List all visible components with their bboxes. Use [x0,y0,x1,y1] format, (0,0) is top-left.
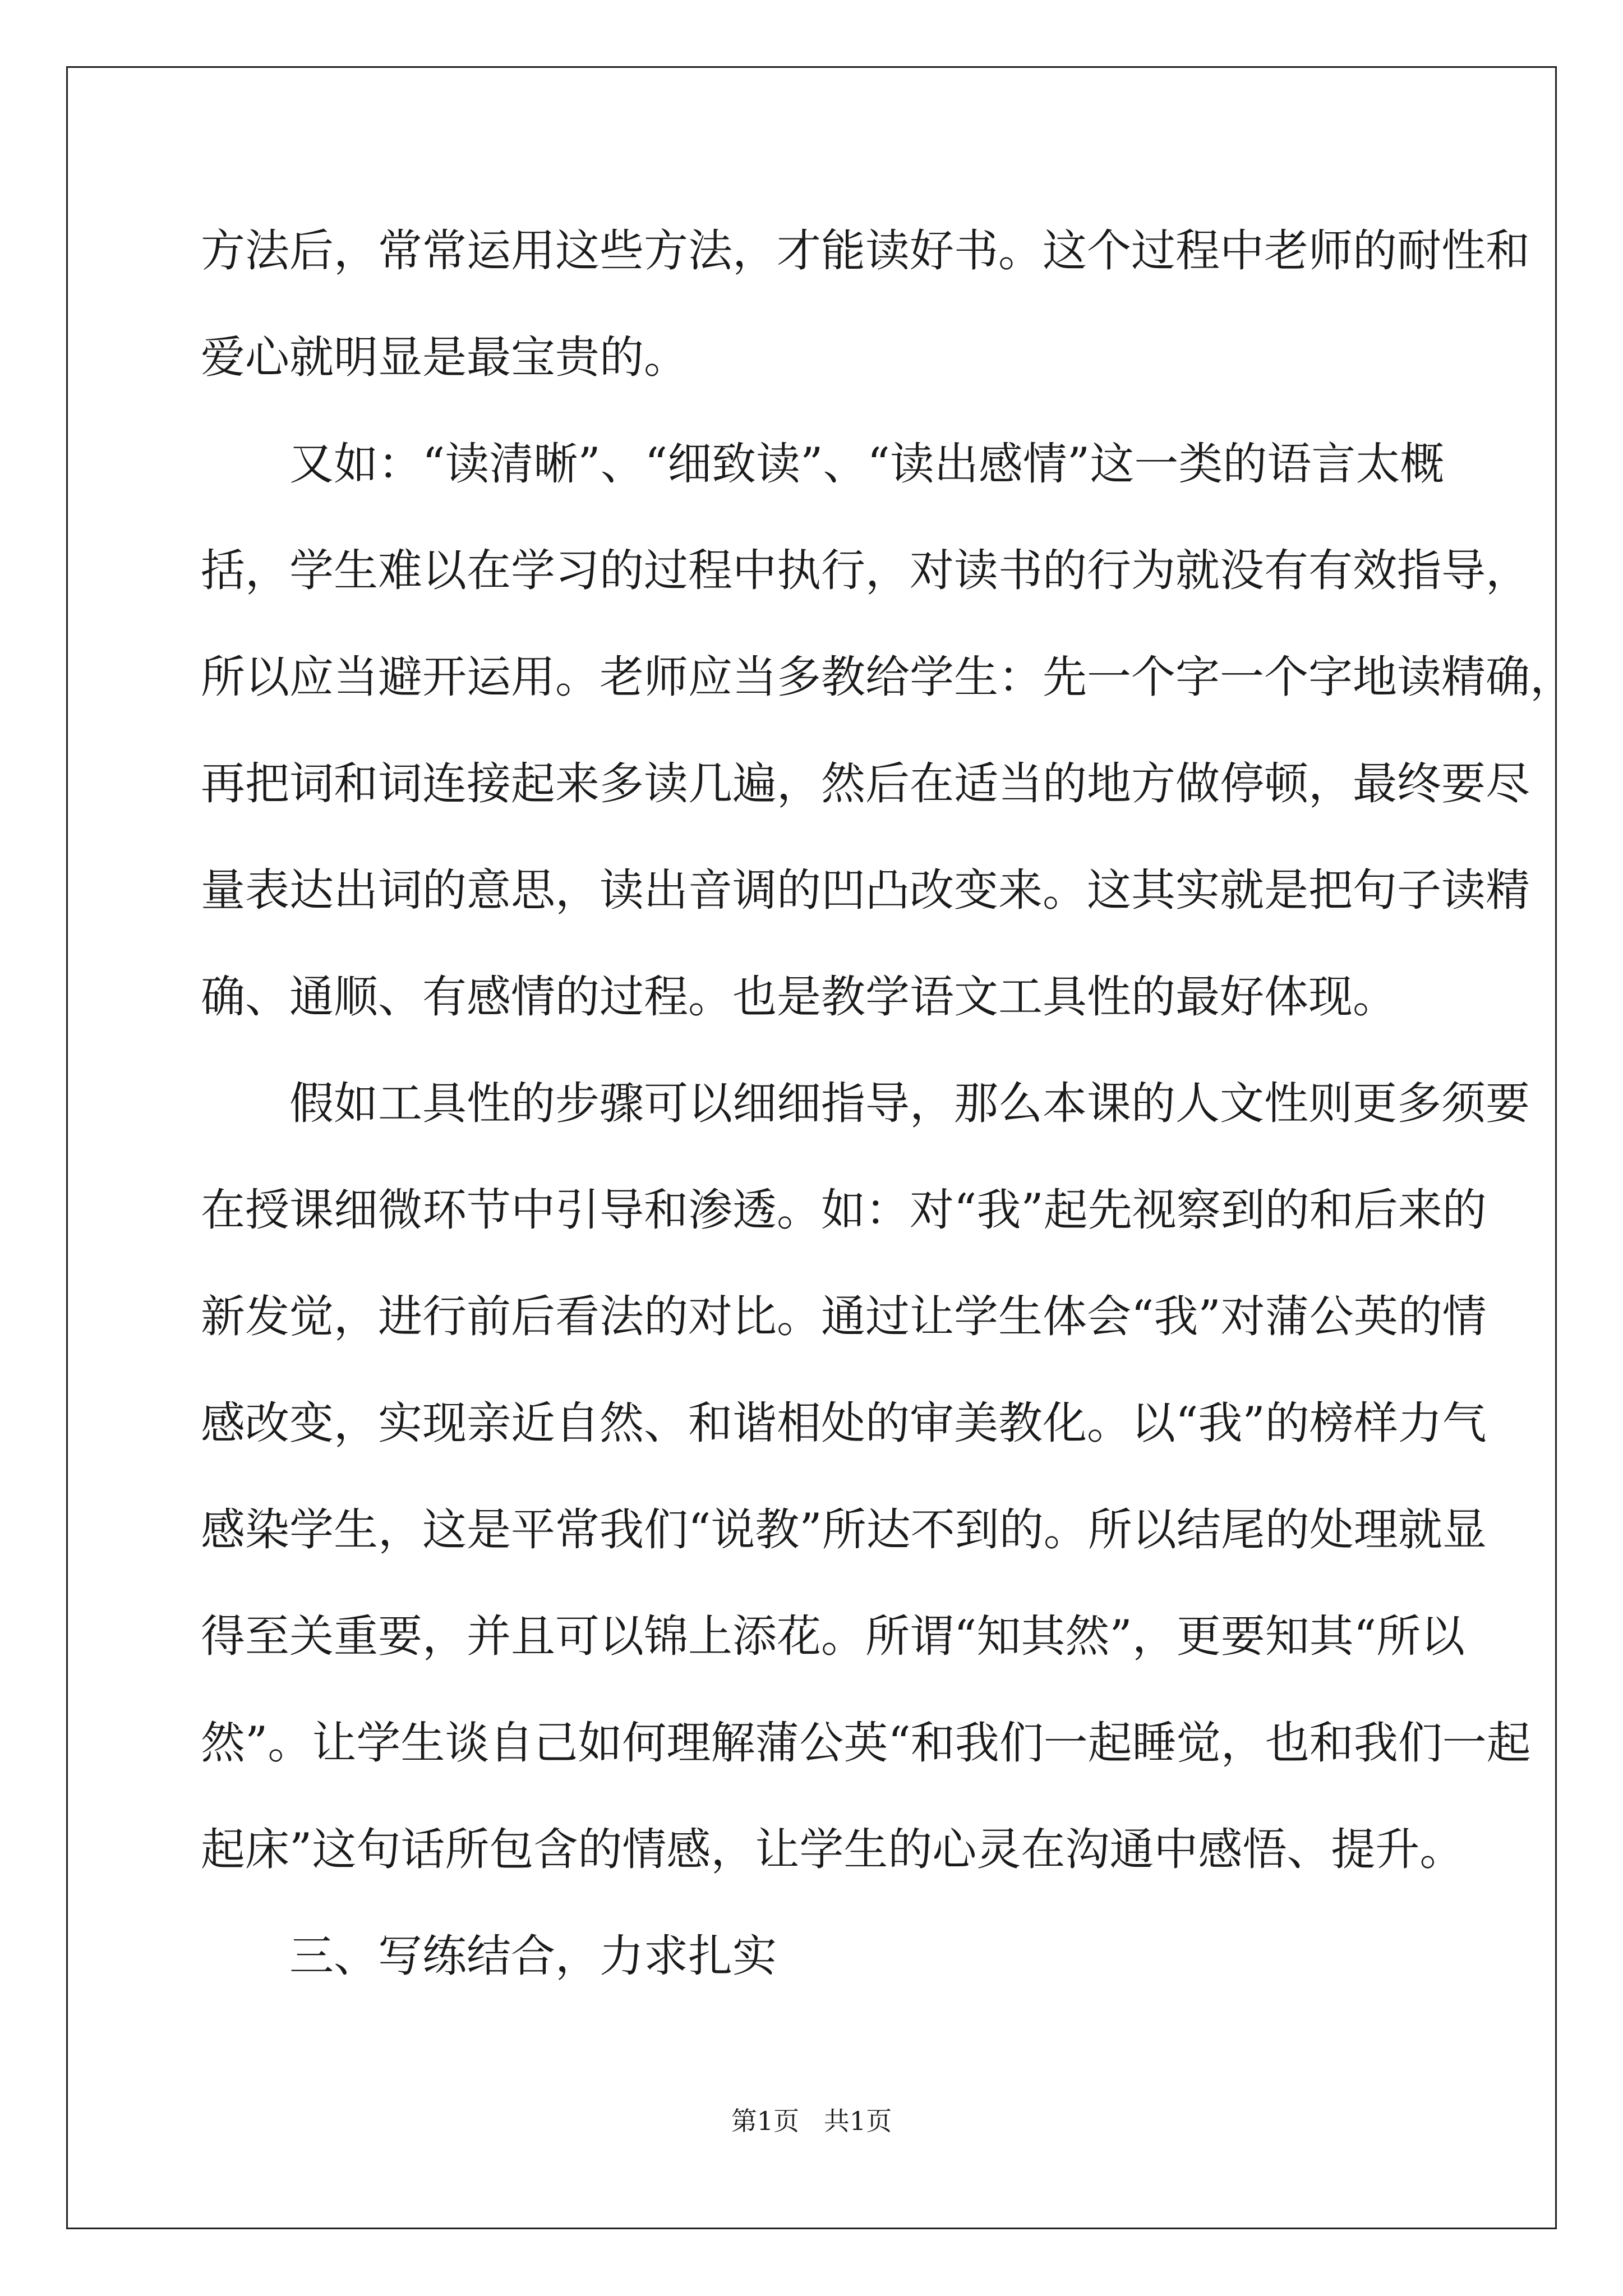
body-line: 再把词和词连接起来多读几遍，然后在适当的地方做停顿，最终要尽 [201,758,1530,809]
body-line: 假如工具性的步骤可以细细指导，那么本课的人文性则更多须要 [289,1078,1530,1129]
body-line: 括，学生难以在学习的过程中执行，对读书的行为就没有有效指导， [201,545,1530,596]
body-line: 量表达出词的意思，读出音调的凹凸改变来。这其实就是把句子读精 [201,864,1530,916]
document-body [201,214,1574,2026]
section-heading: 三、写练结合，力求扎实 [289,1930,777,1982]
page-footer: 第1页 共1页 [731,2106,892,2136]
body-line: 感改变，实现亲近自然、和谐相处的审美教化。以“我”的榜样力气 [201,1397,1487,1449]
body-line: 起床”这句话所包含的情感，让学生的心灵在沟通中感悟、提升。 [201,1824,1464,1875]
body-line: 得至关重要，并且可以锦上添花。所谓“知其然”，更要知其“所以 [201,1611,1465,1662]
body-line: 在授课细微环节中引导和渗透。如：对“我”起先视察到的和后来的 [201,1184,1487,1236]
body-line: 确、通顺、有感情的过程。也是教学语文工具性的最好体现。 [201,971,1397,1023]
body-line: 然”。让学生谈自己如何理解蒲公英“和我们一起睡觉，也和我们一起 [201,1717,1531,1769]
body-line: 又如：“读清晰”、“细致读”、“读出感情”这一类的语言太概 [289,438,1445,490]
body-line: 爱心就明显是最宝贵的。 [201,332,688,383]
body-line: 感染学生，这是平常我们“说教”所达不到的。所以结尾的处理就显 [201,1504,1487,1556]
body-line: 新发觉，进行前后看法的对比。通过让学生体会“我”对蒲公英的情 [201,1291,1487,1342]
body-line: 方法后，常常运用这些方法，才能读好书。这个过程中老师的耐性和 [201,225,1530,277]
body-line: 所以应当避开运用。老师应当多教给学生：先一个字一个字地读精确， [201,651,1574,703]
